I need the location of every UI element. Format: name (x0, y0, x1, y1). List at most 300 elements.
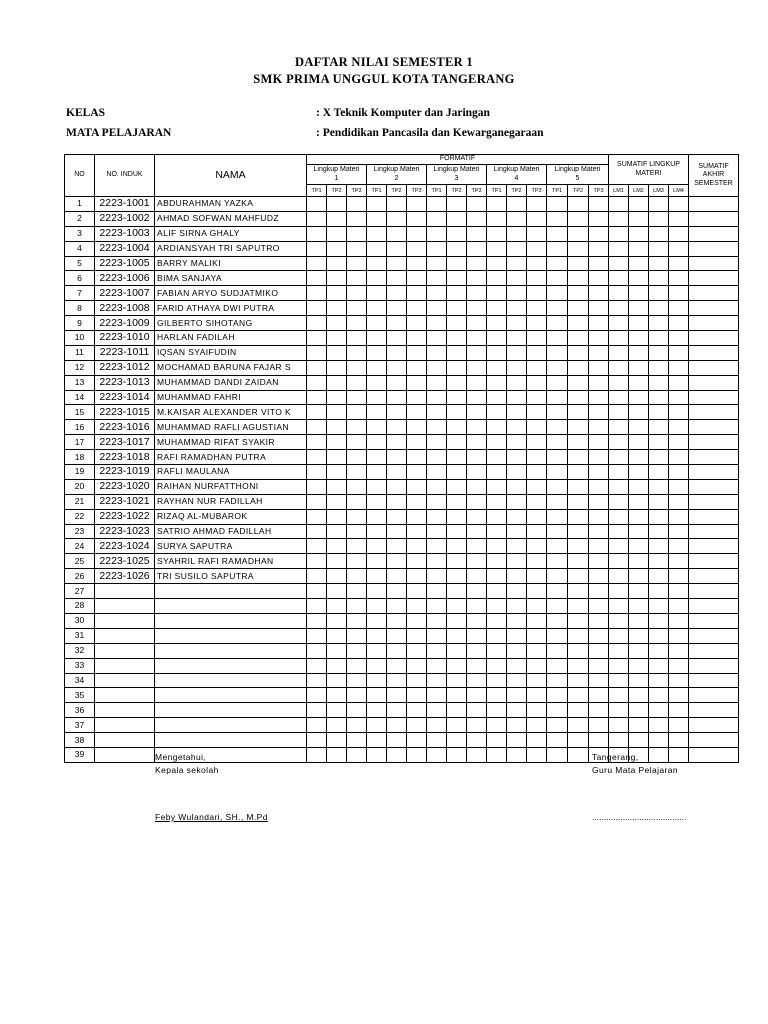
grade-cell[interactable] (487, 599, 507, 614)
grade-cell[interactable] (589, 345, 609, 360)
grade-cell[interactable] (447, 628, 467, 643)
grade-cell[interactable] (347, 643, 367, 658)
grade-cell[interactable] (629, 509, 649, 524)
grade-cell[interactable] (527, 420, 547, 435)
grade-cell[interactable] (649, 435, 669, 450)
grade-cell[interactable] (629, 345, 649, 360)
grade-cell[interactable] (609, 494, 629, 509)
grade-cell[interactable] (649, 703, 669, 718)
grade-cell[interactable] (689, 688, 739, 703)
grade-cell[interactable] (307, 241, 327, 256)
grade-cell[interactable] (387, 554, 407, 569)
grade-cell[interactable] (427, 405, 447, 420)
grade-cell[interactable] (327, 405, 347, 420)
grade-cell[interactable] (307, 405, 327, 420)
grade-cell[interactable] (507, 226, 527, 241)
grade-cell[interactable] (649, 301, 669, 316)
grade-cell[interactable] (407, 658, 427, 673)
grade-cell[interactable] (609, 524, 629, 539)
grade-cell[interactable] (609, 569, 629, 584)
grade-cell[interactable] (387, 733, 407, 748)
grade-cell[interactable] (609, 643, 629, 658)
grade-cell[interactable] (387, 658, 407, 673)
grade-cell[interactable] (527, 673, 547, 688)
grade-cell[interactable] (649, 494, 669, 509)
grade-cell[interactable] (527, 718, 547, 733)
grade-cell[interactable] (487, 584, 507, 599)
grade-cell[interactable] (327, 584, 347, 599)
grade-cell[interactable] (327, 509, 347, 524)
grade-cell[interactable] (327, 673, 347, 688)
grade-cell[interactable] (629, 733, 649, 748)
grade-cell[interactable] (649, 628, 669, 643)
grade-cell[interactable] (307, 420, 327, 435)
grade-cell[interactable] (589, 539, 609, 554)
grade-cell[interactable] (629, 539, 649, 554)
grade-cell[interactable] (307, 331, 327, 346)
grade-cell[interactable] (407, 345, 427, 360)
grade-cell[interactable] (689, 226, 739, 241)
grade-cell[interactable] (527, 331, 547, 346)
grade-cell[interactable] (589, 613, 609, 628)
grade-cell[interactable] (649, 360, 669, 375)
grade-cell[interactable] (507, 554, 527, 569)
grade-cell[interactable] (327, 479, 347, 494)
grade-cell[interactable] (427, 435, 447, 450)
grade-cell[interactable] (669, 494, 689, 509)
grade-cell[interactable] (327, 703, 347, 718)
grade-cell[interactable] (407, 465, 427, 480)
grade-cell[interactable] (467, 390, 487, 405)
grade-cell[interactable] (527, 211, 547, 226)
grade-cell[interactable] (387, 569, 407, 584)
grade-cell[interactable] (689, 599, 739, 614)
grade-cell[interactable] (547, 509, 568, 524)
grade-cell[interactable] (407, 390, 427, 405)
grade-cell[interactable] (447, 599, 467, 614)
grade-cell[interactable] (589, 271, 609, 286)
grade-cell[interactable] (689, 316, 739, 331)
grade-cell[interactable] (629, 316, 649, 331)
grade-cell[interactable] (609, 539, 629, 554)
grade-cell[interactable] (347, 256, 367, 271)
grade-cell[interactable] (547, 524, 568, 539)
grade-cell[interactable] (327, 256, 347, 271)
grade-cell[interactable] (547, 405, 568, 420)
grade-cell[interactable] (367, 375, 387, 390)
grade-cell[interactable] (487, 286, 507, 301)
grade-cell[interactable] (609, 465, 629, 480)
grade-cell[interactable] (689, 658, 739, 673)
grade-cell[interactable] (327, 345, 347, 360)
grade-cell[interactable] (487, 360, 507, 375)
grade-cell[interactable] (447, 479, 467, 494)
grade-cell[interactable] (507, 733, 527, 748)
grade-cell[interactable] (609, 301, 629, 316)
grade-cell[interactable] (387, 375, 407, 390)
grade-cell[interactable] (467, 479, 487, 494)
grade-cell[interactable] (547, 420, 568, 435)
grade-cell[interactable] (407, 643, 427, 658)
grade-cell[interactable] (507, 747, 527, 762)
grade-cell[interactable] (327, 331, 347, 346)
grade-cell[interactable] (467, 241, 487, 256)
grade-cell[interactable] (649, 584, 669, 599)
grade-cell[interactable] (427, 539, 447, 554)
grade-cell[interactable] (367, 331, 387, 346)
grade-cell[interactable] (669, 539, 689, 554)
grade-cell[interactable] (568, 554, 589, 569)
grade-cell[interactable] (669, 435, 689, 450)
grade-cell[interactable] (327, 375, 347, 390)
grade-cell[interactable] (629, 613, 649, 628)
grade-cell[interactable] (387, 256, 407, 271)
grade-cell[interactable] (307, 286, 327, 301)
grade-cell[interactable] (689, 613, 739, 628)
grade-cell[interactable] (568, 569, 589, 584)
grade-cell[interactable] (568, 747, 589, 762)
grade-cell[interactable] (609, 375, 629, 390)
grade-cell[interactable] (629, 226, 649, 241)
grade-cell[interactable] (507, 599, 527, 614)
grade-cell[interactable] (629, 673, 649, 688)
grade-cell[interactable] (387, 465, 407, 480)
grade-cell[interactable] (629, 405, 649, 420)
grade-cell[interactable] (589, 226, 609, 241)
grade-cell[interactable] (327, 688, 347, 703)
grade-cell[interactable] (467, 584, 487, 599)
grade-cell[interactable] (689, 628, 739, 643)
grade-cell[interactable] (427, 390, 447, 405)
grade-cell[interactable] (507, 331, 527, 346)
grade-cell[interactable] (387, 599, 407, 614)
grade-cell[interactable] (609, 479, 629, 494)
grade-cell[interactable] (547, 241, 568, 256)
grade-cell[interactable] (427, 673, 447, 688)
grade-cell[interactable] (467, 271, 487, 286)
grade-cell[interactable] (447, 584, 467, 599)
grade-cell[interactable] (649, 747, 669, 762)
grade-cell[interactable] (347, 286, 367, 301)
grade-cell[interactable] (487, 569, 507, 584)
grade-cell[interactable] (467, 628, 487, 643)
grade-cell[interactable] (487, 643, 507, 658)
grade-cell[interactable] (589, 569, 609, 584)
grade-cell[interactable] (327, 465, 347, 480)
grade-cell[interactable] (427, 554, 447, 569)
grade-cell[interactable] (427, 628, 447, 643)
grade-cell[interactable] (427, 733, 447, 748)
grade-cell[interactable] (427, 643, 447, 658)
grade-cell[interactable] (407, 420, 427, 435)
grade-cell[interactable] (387, 628, 407, 643)
grade-cell[interactable] (467, 733, 487, 748)
grade-cell[interactable] (487, 435, 507, 450)
grade-cell[interactable] (467, 465, 487, 480)
grade-cell[interactable] (307, 599, 327, 614)
grade-cell[interactable] (669, 197, 689, 212)
grade-cell[interactable] (527, 524, 547, 539)
grade-cell[interactable] (649, 524, 669, 539)
grade-cell[interactable] (407, 256, 427, 271)
grade-cell[interactable] (527, 509, 547, 524)
grade-cell[interactable] (589, 733, 609, 748)
grade-cell[interactable] (669, 360, 689, 375)
grade-cell[interactable] (629, 271, 649, 286)
grade-cell[interactable] (347, 241, 367, 256)
grade-cell[interactable] (307, 345, 327, 360)
grade-cell[interactable] (547, 599, 568, 614)
grade-cell[interactable] (367, 226, 387, 241)
grade-cell[interactable] (689, 405, 739, 420)
grade-cell[interactable] (689, 345, 739, 360)
grade-cell[interactable] (427, 465, 447, 480)
grade-cell[interactable] (547, 197, 568, 212)
grade-cell[interactable] (387, 673, 407, 688)
grade-cell[interactable] (689, 271, 739, 286)
grade-cell[interactable] (447, 197, 467, 212)
grade-cell[interactable] (487, 539, 507, 554)
grade-cell[interactable] (327, 360, 347, 375)
grade-cell[interactable] (669, 256, 689, 271)
grade-cell[interactable] (669, 569, 689, 584)
grade-cell[interactable] (367, 390, 387, 405)
grade-cell[interactable] (327, 643, 347, 658)
grade-cell[interactable] (447, 435, 467, 450)
grade-cell[interactable] (467, 375, 487, 390)
grade-cell[interactable] (689, 241, 739, 256)
grade-cell[interactable] (347, 390, 367, 405)
grade-cell[interactable] (568, 241, 589, 256)
grade-cell[interactable] (507, 613, 527, 628)
grade-cell[interactable] (327, 241, 347, 256)
grade-cell[interactable] (427, 450, 447, 465)
grade-cell[interactable] (327, 494, 347, 509)
grade-cell[interactable] (487, 747, 507, 762)
grade-cell[interactable] (527, 465, 547, 480)
grade-cell[interactable] (347, 345, 367, 360)
grade-cell[interactable] (609, 331, 629, 346)
grade-cell[interactable] (507, 345, 527, 360)
grade-cell[interactable] (487, 331, 507, 346)
grade-cell[interactable] (609, 405, 629, 420)
grade-cell[interactable] (649, 286, 669, 301)
grade-cell[interactable] (507, 375, 527, 390)
grade-cell[interactable] (307, 197, 327, 212)
grade-cell[interactable] (407, 331, 427, 346)
grade-cell[interactable] (669, 331, 689, 346)
grade-cell[interactable] (307, 673, 327, 688)
grade-cell[interactable] (347, 747, 367, 762)
grade-cell[interactable] (307, 465, 327, 480)
grade-cell[interactable] (467, 197, 487, 212)
grade-cell[interactable] (387, 703, 407, 718)
grade-cell[interactable] (307, 688, 327, 703)
grade-cell[interactable] (327, 658, 347, 673)
grade-cell[interactable] (447, 420, 467, 435)
grade-cell[interactable] (609, 197, 629, 212)
grade-cell[interactable] (649, 688, 669, 703)
grade-cell[interactable] (427, 241, 447, 256)
grade-cell[interactable] (689, 673, 739, 688)
grade-cell[interactable] (327, 226, 347, 241)
grade-cell[interactable] (669, 405, 689, 420)
grade-cell[interactable] (527, 479, 547, 494)
grade-cell[interactable] (649, 197, 669, 212)
grade-cell[interactable] (387, 524, 407, 539)
grade-cell[interactable] (487, 494, 507, 509)
grade-cell[interactable] (589, 509, 609, 524)
grade-cell[interactable] (568, 479, 589, 494)
grade-cell[interactable] (387, 539, 407, 554)
grade-cell[interactable] (447, 569, 467, 584)
grade-cell[interactable] (487, 226, 507, 241)
grade-cell[interactable] (467, 450, 487, 465)
grade-cell[interactable] (568, 539, 589, 554)
grade-cell[interactable] (467, 599, 487, 614)
grade-cell[interactable] (547, 226, 568, 241)
grade-cell[interactable] (629, 375, 649, 390)
grade-cell[interactable] (307, 718, 327, 733)
grade-cell[interactable] (447, 405, 467, 420)
grade-cell[interactable] (467, 301, 487, 316)
grade-cell[interactable] (347, 688, 367, 703)
grade-cell[interactable] (507, 539, 527, 554)
grade-cell[interactable] (568, 271, 589, 286)
grade-cell[interactable] (387, 405, 407, 420)
grade-cell[interactable] (427, 718, 447, 733)
grade-cell[interactable] (609, 271, 629, 286)
grade-cell[interactable] (507, 658, 527, 673)
grade-cell[interactable] (447, 241, 467, 256)
grade-cell[interactable] (649, 271, 669, 286)
grade-cell[interactable] (347, 733, 367, 748)
grade-cell[interactable] (487, 450, 507, 465)
grade-cell[interactable] (467, 688, 487, 703)
grade-cell[interactable] (387, 584, 407, 599)
grade-cell[interactable] (347, 450, 367, 465)
grade-cell[interactable] (669, 733, 689, 748)
grade-cell[interactable] (689, 301, 739, 316)
grade-cell[interactable] (669, 613, 689, 628)
grade-cell[interactable] (307, 584, 327, 599)
grade-cell[interactable] (447, 494, 467, 509)
grade-cell[interactable] (367, 494, 387, 509)
grade-cell[interactable] (609, 688, 629, 703)
grade-cell[interactable] (487, 733, 507, 748)
grade-cell[interactable] (467, 256, 487, 271)
grade-cell[interactable] (589, 256, 609, 271)
grade-cell[interactable] (568, 331, 589, 346)
grade-cell[interactable] (689, 643, 739, 658)
grade-cell[interactable] (407, 613, 427, 628)
grade-cell[interactable] (367, 420, 387, 435)
grade-cell[interactable] (487, 703, 507, 718)
grade-cell[interactable] (327, 554, 347, 569)
grade-cell[interactable] (507, 360, 527, 375)
grade-cell[interactable] (669, 673, 689, 688)
grade-cell[interactable] (467, 286, 487, 301)
grade-cell[interactable] (649, 450, 669, 465)
grade-cell[interactable] (547, 643, 568, 658)
grade-cell[interactable] (347, 673, 367, 688)
grade-cell[interactable] (669, 554, 689, 569)
grade-cell[interactable] (387, 420, 407, 435)
grade-cell[interactable] (507, 197, 527, 212)
grade-cell[interactable] (507, 628, 527, 643)
grade-cell[interactable] (689, 435, 739, 450)
grade-cell[interactable] (407, 509, 427, 524)
grade-cell[interactable] (589, 435, 609, 450)
grade-cell[interactable] (547, 211, 568, 226)
grade-cell[interactable] (609, 226, 629, 241)
grade-cell[interactable] (669, 688, 689, 703)
grade-cell[interactable] (649, 569, 669, 584)
grade-cell[interactable] (629, 599, 649, 614)
grade-cell[interactable] (407, 524, 427, 539)
grade-cell[interactable] (447, 345, 467, 360)
grade-cell[interactable] (387, 390, 407, 405)
grade-cell[interactable] (347, 509, 367, 524)
grade-cell[interactable] (568, 584, 589, 599)
grade-cell[interactable] (467, 718, 487, 733)
grade-cell[interactable] (589, 643, 609, 658)
grade-cell[interactable] (327, 733, 347, 748)
grade-cell[interactable] (467, 435, 487, 450)
grade-cell[interactable] (649, 331, 669, 346)
grade-cell[interactable] (589, 673, 609, 688)
grade-cell[interactable] (689, 331, 739, 346)
grade-cell[interactable] (568, 643, 589, 658)
grade-cell[interactable] (307, 360, 327, 375)
grade-cell[interactable] (307, 733, 327, 748)
grade-cell[interactable] (487, 197, 507, 212)
grade-cell[interactable] (387, 643, 407, 658)
grade-cell[interactable] (568, 465, 589, 480)
grade-cell[interactable] (487, 390, 507, 405)
grade-cell[interactable] (347, 316, 367, 331)
grade-cell[interactable] (609, 673, 629, 688)
grade-cell[interactable] (527, 628, 547, 643)
grade-cell[interactable] (327, 747, 347, 762)
grade-cell[interactable] (547, 569, 568, 584)
grade-cell[interactable] (367, 733, 387, 748)
grade-cell[interactable] (487, 465, 507, 480)
grade-cell[interactable] (589, 599, 609, 614)
grade-cell[interactable] (447, 331, 467, 346)
grade-cell[interactable] (609, 286, 629, 301)
grade-cell[interactable] (507, 286, 527, 301)
grade-cell[interactable] (487, 256, 507, 271)
grade-cell[interactable] (568, 688, 589, 703)
grade-cell[interactable] (589, 360, 609, 375)
grade-cell[interactable] (407, 316, 427, 331)
grade-cell[interactable] (568, 524, 589, 539)
grade-cell[interactable] (649, 211, 669, 226)
grade-cell[interactable] (447, 390, 467, 405)
grade-cell[interactable] (467, 524, 487, 539)
grade-cell[interactable] (629, 435, 649, 450)
grade-cell[interactable] (407, 226, 427, 241)
grade-cell[interactable] (487, 316, 507, 331)
grade-cell[interactable] (507, 509, 527, 524)
grade-cell[interactable] (629, 256, 649, 271)
grade-cell[interactable] (669, 524, 689, 539)
grade-cell[interactable] (307, 256, 327, 271)
grade-cell[interactable] (589, 465, 609, 480)
grade-cell[interactable] (427, 613, 447, 628)
grade-cell[interactable] (347, 613, 367, 628)
